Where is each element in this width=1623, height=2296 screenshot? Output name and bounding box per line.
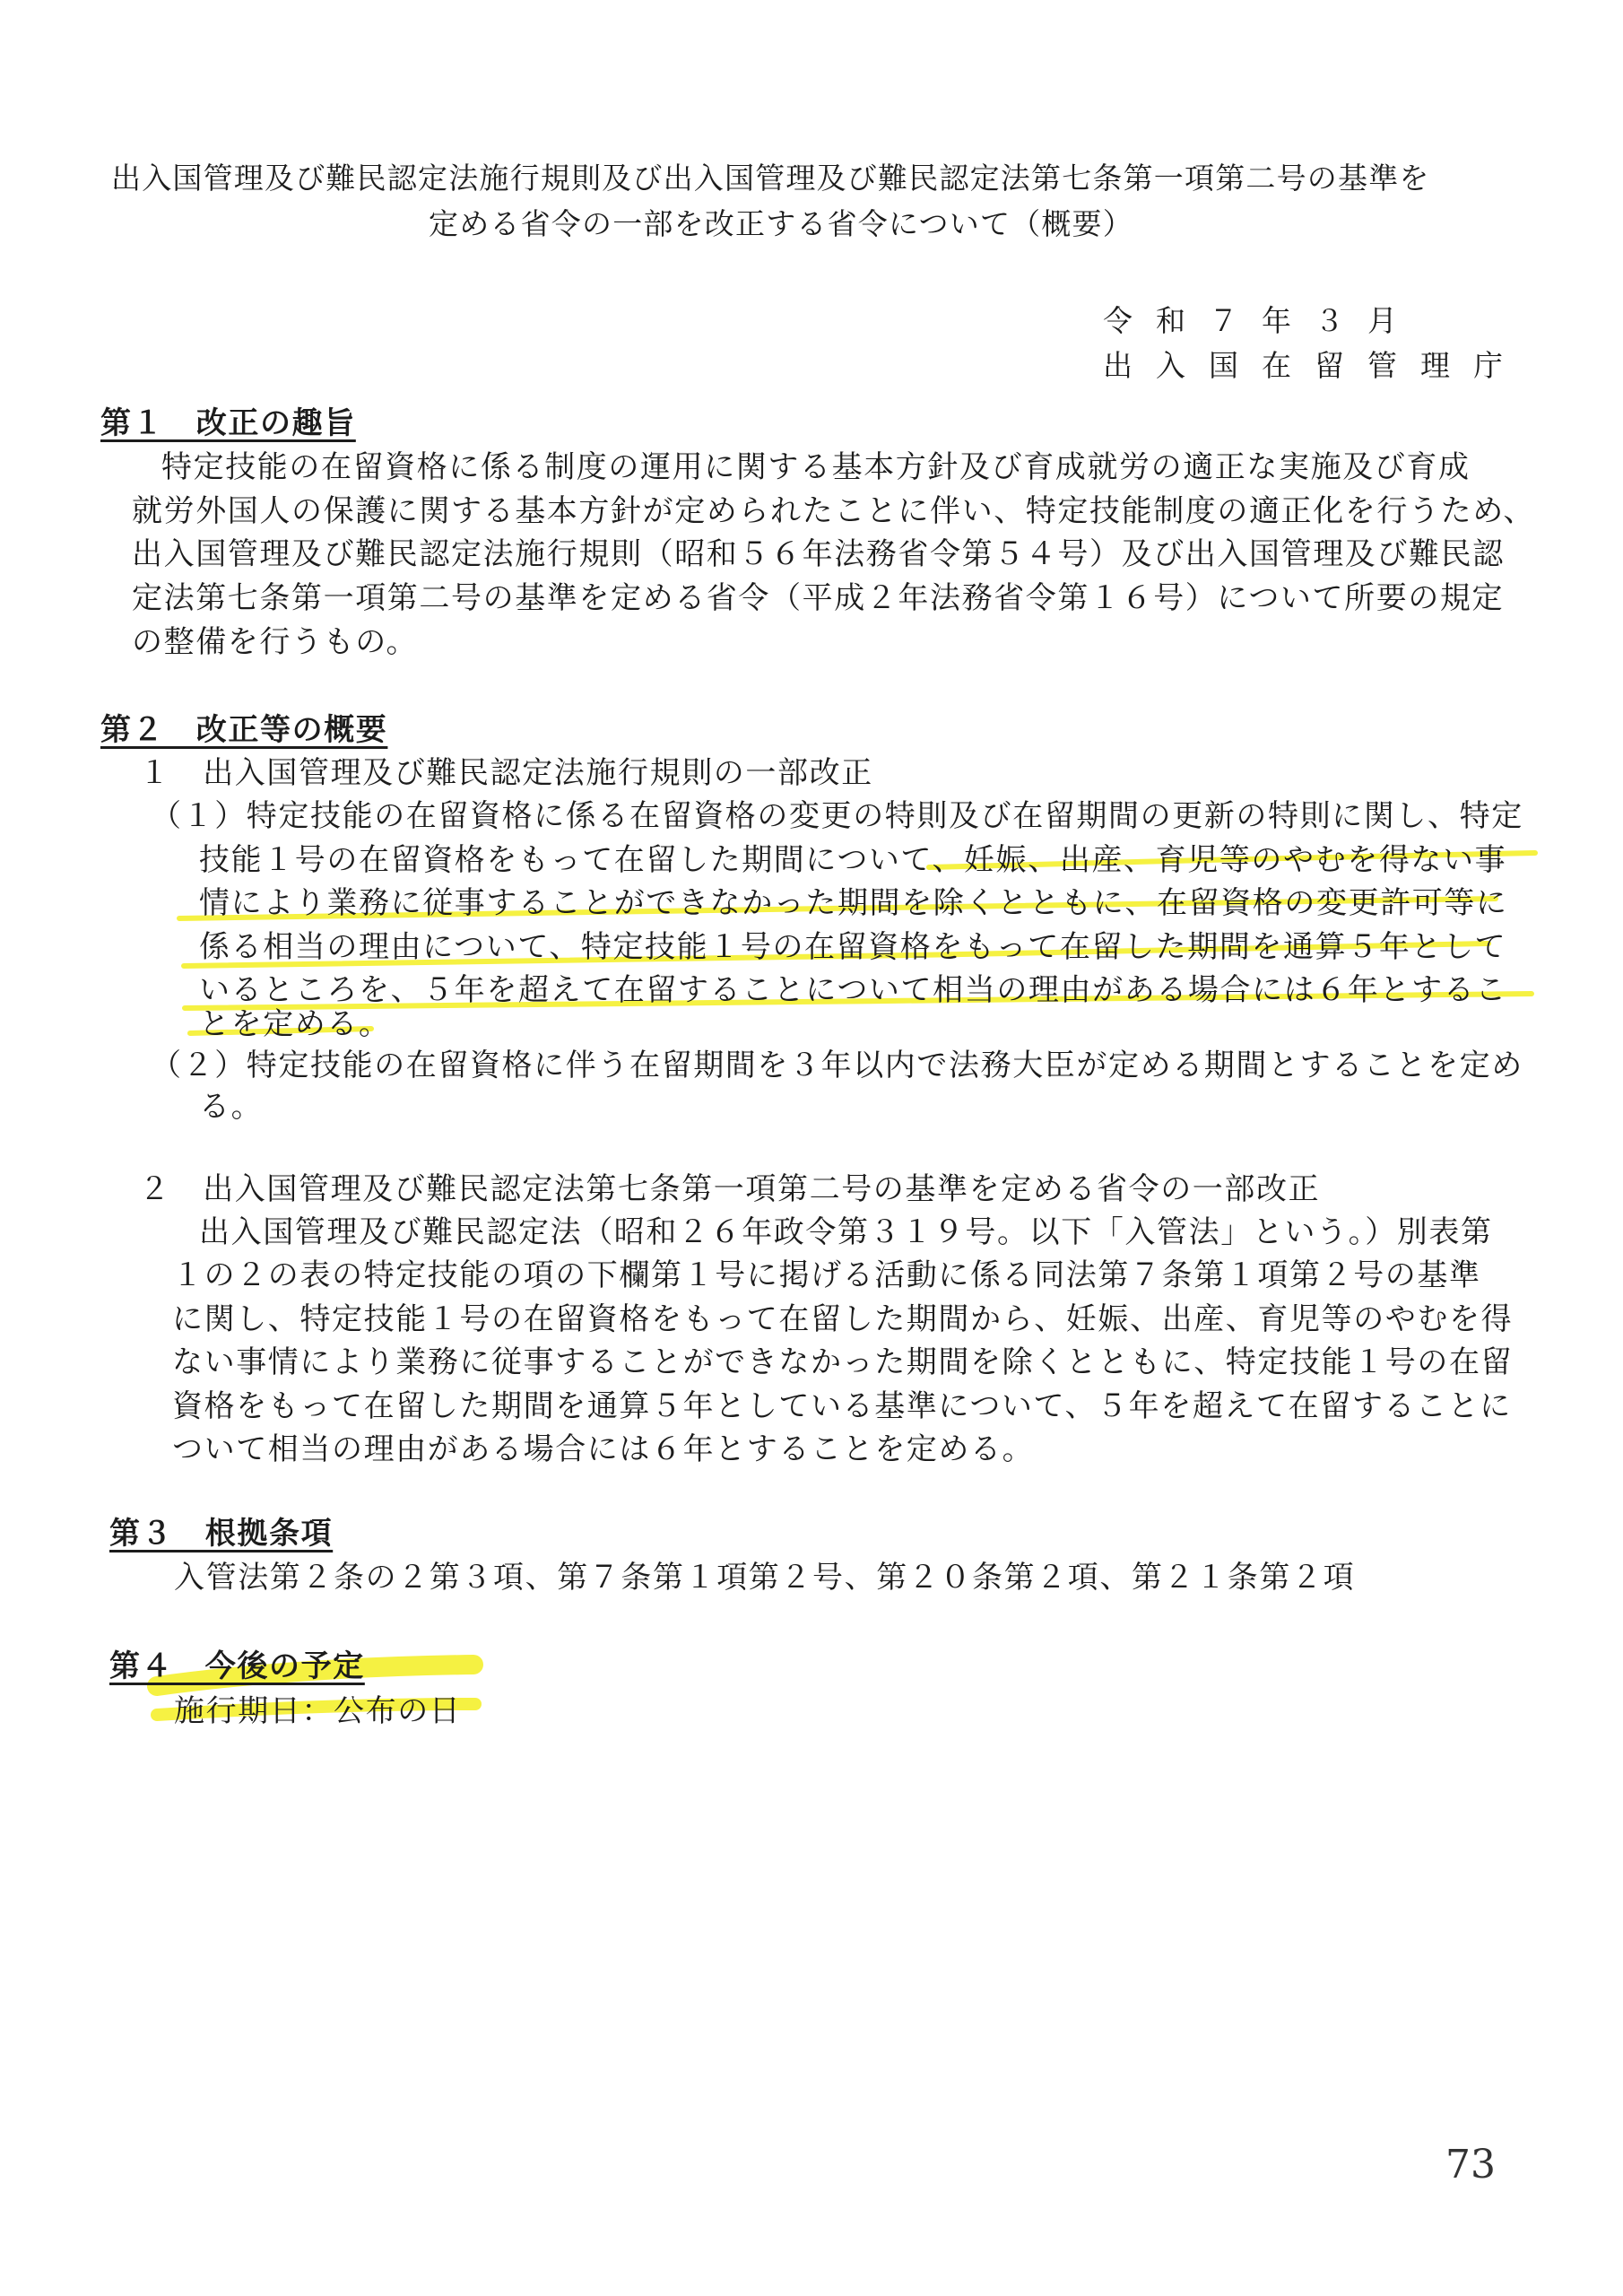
- section-2-paragraph: 出入国管理及び難民認定法（昭和２６年政令第３１９号。以下「入管法」という。）別表第: [199, 1214, 1493, 1250]
- section-3-heading: 第３ 根拠条項: [109, 1516, 334, 1552]
- section-1-text: の整備を行うもの。: [132, 624, 419, 660]
- section-2-paragraph: ついて相当の理由がある場合には６年とすることを定める。: [172, 1431, 1035, 1467]
- document-issuer: 出入国在留管理庁: [1103, 348, 1526, 383]
- section-2-item: る。: [199, 1089, 264, 1125]
- section-2-paragraph: １の２の表の特定技能の項の下欄第１号に掲げる活動に係る同法第７条第１項第２号の基準: [172, 1257, 1481, 1293]
- document-title-line-2: 定める省令の一部を改正する省令について（概要）: [429, 206, 1133, 241]
- section-2-paragraph: 資格をもって在留した期間を通算５年としている基準について、５年を超えて在留することに: [172, 1388, 1512, 1424]
- section-1-text: 定法第七条第一項第二号の基準を定める省令（平成２年法務省令第１６号）について所要の規定: [132, 580, 1505, 616]
- section-1-text: 出入国管理及び難民認定法施行規則（昭和５６年法務省令第５４号）及び出入国管理及び難民認: [132, 536, 1505, 572]
- page-number: 73: [1445, 2142, 1496, 2187]
- section-1-text: 就労外国人の保護に関する基本方針が定められたことに伴い、特定技能制度の適正化を行うため、: [132, 493, 1536, 529]
- section-1-text: 特定技能の在留資格に係る制度の運用に関する基本方針及び育成就労の適正な実施及び育成: [161, 449, 1471, 485]
- section-2-item: 技能１号の在留資格をもって在留した期間について、妊娠、出産、育児等のやむを得ない事: [199, 842, 1507, 878]
- document-date: 令和７年３月: [1103, 303, 1420, 338]
- section-2-heading: 第２ 改正等の概要: [100, 712, 388, 748]
- section-2-subheading: １ 出入国管理及び難民認定法施行規則の一部改正: [139, 755, 873, 791]
- section-1-heading: 第１ 改正の趣旨: [100, 405, 356, 441]
- section-2-paragraph: に関し、特定技能１号の在留資格をもって在留した期間から、妊娠、出産、育児等のやむを得: [172, 1301, 1514, 1337]
- section-2-subheading: ２ 出入国管理及び難民認定法第七条第一項第二号の基準を定める省令の一部改正: [139, 1171, 1321, 1207]
- section-4-text: 施行期日：公布の日: [174, 1693, 462, 1729]
- section-2-paragraph: ない事情により業務に従事することができなかった期間を除くとともに、特定技能１号の在留: [172, 1344, 1514, 1380]
- section-2-item: （１）特定技能の在留資格に係る在留資格の変更の特則及び在留期間の更新の特則に関し、特定: [151, 798, 1523, 834]
- section-3-text: 入管法第２条の２第３項、第７条第１項第２号、第２０条第２項、第２１条第２項: [174, 1560, 1356, 1596]
- section-4-heading: 第４ 今後の予定: [109, 1648, 365, 1684]
- section-2-item: 情により業務に従事することができなかった期間を除くとともに、在留資格の変更許可等に: [199, 885, 1508, 921]
- section-2-item: いるところを、５年を超えて在留することについて相当の理由がある場合には６年とするこ: [199, 972, 1507, 1008]
- document-title-line-1: 出入国管理及び難民認定法施行規則及び出入国管理及び難民認定法第七条第一項第二号の基準を: [111, 161, 1430, 196]
- section-2-item: （２）特定技能の在留資格に伴う在留期間を３年以内で法務大臣が定める期間とすることを定め: [151, 1048, 1523, 1083]
- section-2-item: とを定める。: [199, 1006, 391, 1042]
- section-2-item: 係る相当の理由について、特定技能１号の在留資格をもって在留した期間を通算５年として: [199, 929, 1507, 965]
